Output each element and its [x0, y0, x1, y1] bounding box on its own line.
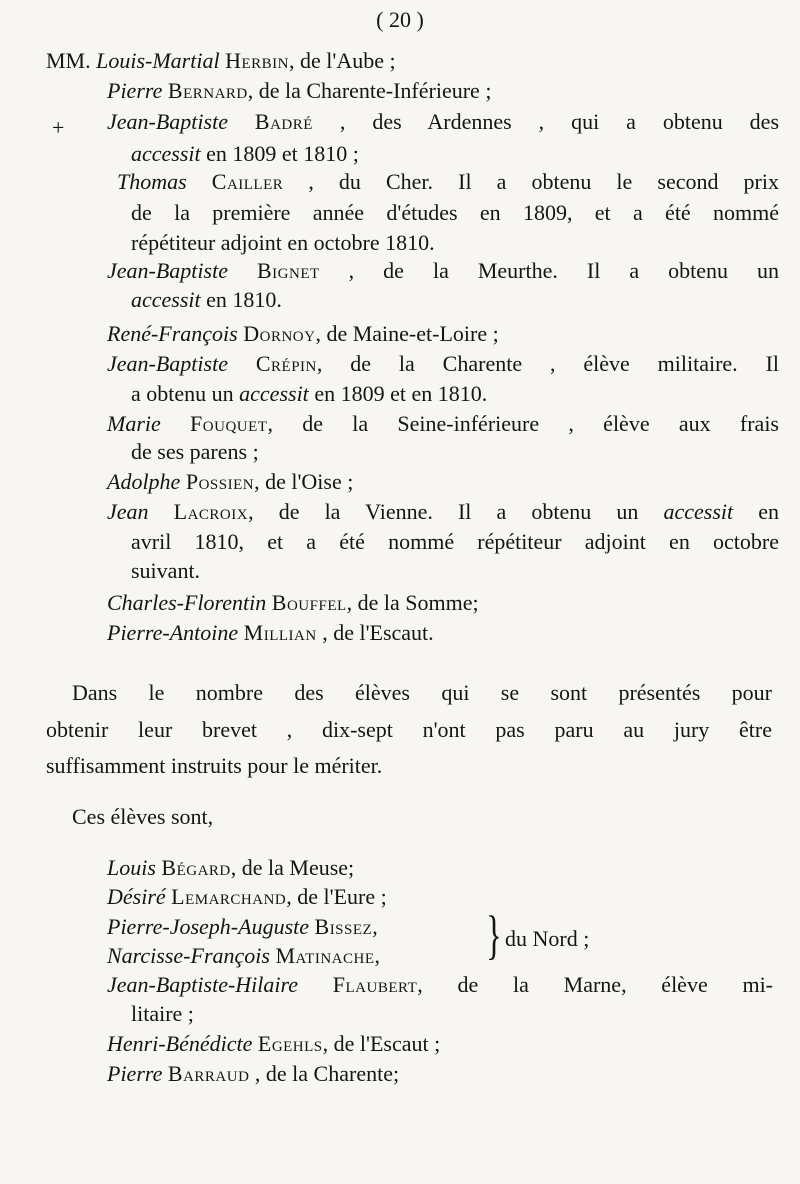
- text-line-1: MM. Louis-Martial Herbin, de l'Aube ;: [46, 48, 396, 73]
- text-line-13: Marie Fouquet, de la Seine-inférieure , élève aux frais: [107, 411, 779, 436]
- text-line-11: Jean-Baptiste Crépin, de la Charente , élève militaire. Il: [107, 351, 780, 376]
- text-line-19: Charles-Florentin Bouffel, de la Somme;: [107, 590, 479, 615]
- brace-label: du Nord ;: [505, 926, 590, 951]
- text-line-26: Désiré Lemarchand, de l'Eure ;: [107, 884, 387, 909]
- text-line-30: litaire ;: [131, 1001, 194, 1026]
- text-line-16: Jean Lacroix, de la Vienne. Il a obtenu un accessit en: [107, 499, 779, 524]
- margin-cross-mark: +: [52, 115, 65, 140]
- text-line-9: accessit en 1810.: [131, 287, 282, 312]
- text-line-23: suffisamment instruits pour le mériter.: [46, 753, 383, 778]
- text-line-31: Henri-Bénédicte Egehls, de l'Escaut ;: [107, 1031, 441, 1056]
- text-line-3: Jean-Baptiste Badré , des Ardennes , qui a obtenu des: [107, 109, 780, 134]
- text-line-21: Dans le nombre des élèves qui se sont présentés pour: [72, 680, 772, 705]
- text-line-7: répétiteur adjoint en octobre 1810.: [131, 230, 435, 255]
- text-line-18: suivant.: [131, 558, 201, 583]
- text-line-17: avril 1810, et a été nommé répétiteur adjoint en octobre: [131, 529, 779, 554]
- page-number: ( 20 ): [376, 7, 424, 32]
- text-line-15: Adolphe Possien, de l'Oise ;: [107, 469, 354, 494]
- text-line-14: de ses parens ;: [131, 439, 259, 464]
- text-line-5: Thomas Cailler , du Cher. Il a obtenu le second prix: [117, 169, 779, 194]
- text-line-2: Pierre Bernard, de la Charente-Inférieure ;: [107, 78, 492, 103]
- text-line-12: a obtenu un accessit en 1809 et en 1810.: [131, 381, 488, 406]
- text-line-32: Pierre Barraud , de la Charente;: [107, 1061, 400, 1086]
- text-line-20: Pierre-Antoine Millian , de l'Escaut.: [107, 620, 434, 645]
- text-line-8: Jean-Baptiste Bignet , de la Meurthe. Il a obtenu un: [107, 258, 779, 283]
- text-line-22: obtenir leur brevet , dix-sept n'ont pas paru au jury être: [46, 717, 772, 742]
- text-line-24: Ces élèves sont,: [72, 804, 214, 829]
- text-line-6: de la première année d'études en 1809, et a été nommé: [131, 200, 779, 225]
- text-line-4: accessit en 1809 et 1810 ;: [131, 141, 359, 166]
- text-line-28: Narcisse-François Matinache,: [107, 943, 381, 968]
- text-line-10: René-François Dornoy, de Maine-et-Loire ;: [107, 321, 499, 346]
- curly-brace: }: [486, 905, 502, 965]
- text-line-27: Pierre-Joseph-Auguste Bissez,: [107, 914, 378, 939]
- text-line-29: Jean-Baptiste-Hilaire Flaubert, de la Marne, élève mi-: [107, 972, 774, 997]
- text-line-25: Louis Bégard, de la Meuse;: [107, 855, 355, 880]
